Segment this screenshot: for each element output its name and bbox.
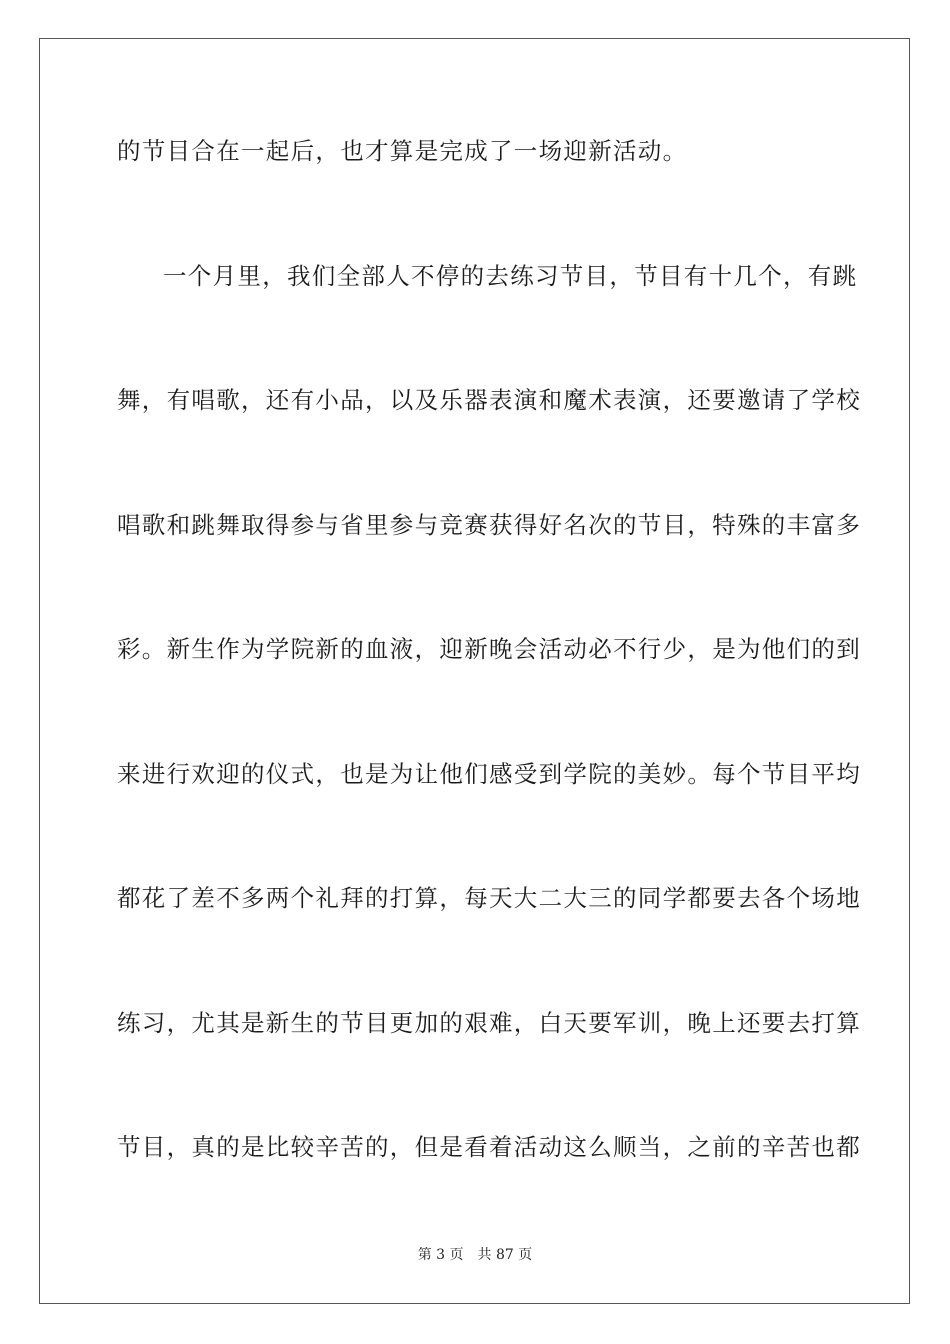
page-total: 共 87 页 — [477, 1247, 533, 1263]
paragraph-line-8: 练习，尤其是新生的节目更加的艰难，白天要军训，晚上还要去打算 — [117, 1009, 861, 1037]
paragraph-line-7: 都花了差不多两个礼拜的打算，每天大二大三的同学都要去各个场地 — [117, 884, 861, 912]
paragraph-line-3: 舞，有唱歌，还有小品，以及乐器表演和魔术表演，还要邀请了学校 — [117, 386, 861, 414]
paragraph-line-6: 来进行欢迎的仪式，也是为让他们感受到学院的美妙。每个节目平均 — [117, 760, 861, 788]
paragraph-line-9: 节目，真的是比较辛苦的，但是看着活动这么顺当，之前的辛苦也都 — [117, 1133, 861, 1161]
paragraph-line-1: 的节目合在一起后，也才算是完成了一场迎新活动。 — [117, 137, 688, 165]
page-footer — [0, 1246, 950, 1264]
paragraph-line-5: 彩。新生作为学院新的血液，迎新晚会活动必不行少，是为他们的到 — [117, 635, 861, 663]
paragraph-line-2: 一个月里，我们全部人不停的去练习节目，节目有十几个，有跳 — [163, 262, 858, 290]
page-border — [39, 38, 910, 1304]
page-number: 第 3 页 — [417, 1247, 464, 1263]
paragraph-line-4: 唱歌和跳舞取得参与省里参与竞赛获得好名次的节目，特殊的丰富多 — [117, 511, 861, 539]
